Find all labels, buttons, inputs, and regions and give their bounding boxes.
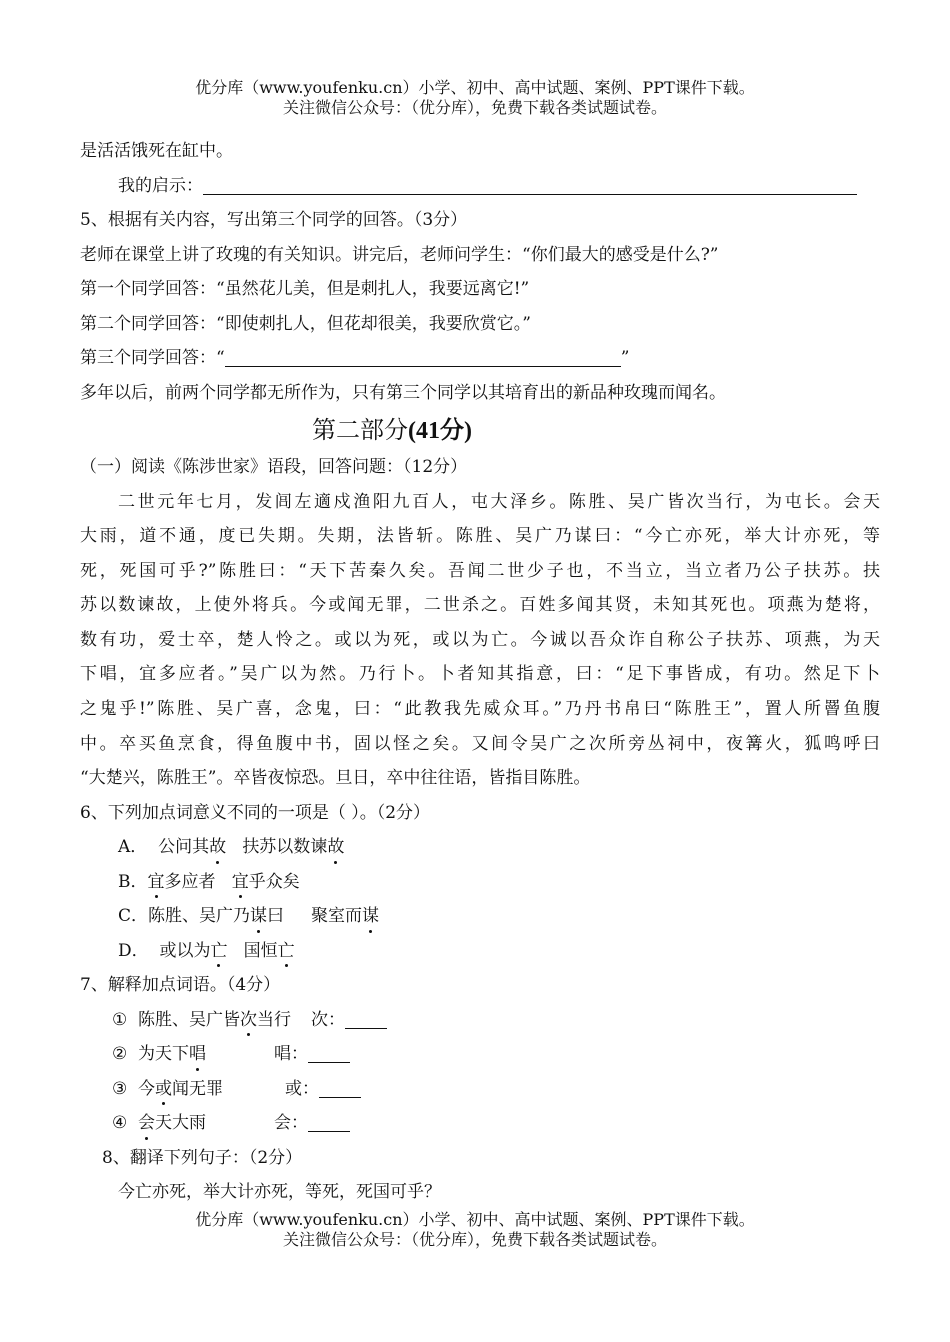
header-line-1: 优分库（www.youfenku.cn）小学、初中、高中试题、案例、PPT课件下载。 xyxy=(195,78,755,97)
q6-option-a[interactable] xyxy=(80,830,880,865)
option-text: 陈胜、吴广乃 xyxy=(148,906,251,927)
dotted-char: 亡 xyxy=(278,934,295,969)
q7-item-4 xyxy=(80,1106,880,1141)
q6-option-c[interactable] xyxy=(80,899,880,934)
option-text: 多应者 xyxy=(164,871,216,892)
passage-line: “大楚兴，陈胜王”。卒皆夜惊恐。旦日，卒中往往语，皆指目陈胜。 xyxy=(80,768,591,789)
q5-student-3 xyxy=(80,341,880,376)
dotted-char: 唱 xyxy=(189,1037,206,1072)
q5-student-2: 第二个同学回答：“即使刺扎人，但花却很美，我要欣赏它。” xyxy=(80,313,531,334)
part2-subtitle: （一）阅读《陈涉世家》语段，回答问题：（12分） xyxy=(80,457,468,477)
insight-answer-blank[interactable] xyxy=(203,172,857,195)
q6-option-d[interactable] xyxy=(80,934,880,969)
footer-line-1: 优分库（www.youfenku.cn）小学、初中、高中试题、案例、PPT课件下载。 xyxy=(195,1210,755,1229)
part2-title xyxy=(80,410,880,450)
passage-line: 下唱，宜多应者。”吴广以为然。乃行卜。卜者知其指意，曰：“足下事皆成，有功。然足下卜 xyxy=(80,664,880,685)
q5-intro: 老师在课堂上讲了玫瑰的有关知识。讲完后，老师问学生：“你们最大的感受是什么?” xyxy=(80,244,719,265)
document-body xyxy=(80,134,880,1210)
passage-line: 二世元年七月，发闾左適戍渔阳九百人，屯大泽乡。陈胜、吴广皆次当行，为屯长。会天 xyxy=(118,491,880,512)
part2-title-unit: 分) xyxy=(440,418,472,444)
passage-line: 大雨，道不通，度已失期。失期，法皆斩。陈胜、吴广乃谋曰：“今亡亦死，举大计亦死，等 xyxy=(80,526,880,547)
option-text: 或以为 xyxy=(159,940,211,961)
q5-title: 5、根据有关内容，写出第三个同学的回答。（3分） xyxy=(80,210,468,230)
q7-answer-blank-2[interactable] xyxy=(308,1040,350,1063)
q5-student-1: 第一个同学回答：“虽然花儿美，但是刺扎人，我要远离它!” xyxy=(80,279,530,299)
q8-title: 8、翻译下列句子：（2分） xyxy=(102,1147,303,1168)
q7-item-1 xyxy=(80,1003,880,1038)
q8-sentence: 今亡亦死，举大计亦死，等死，死国可乎？ xyxy=(118,1182,441,1203)
q7-answer-blank-1[interactable] xyxy=(345,1006,387,1029)
option-label: C． xyxy=(118,906,149,927)
page-footer xyxy=(0,1210,950,1250)
dotted-char: 次 xyxy=(240,1003,257,1038)
option-text: 国恒 xyxy=(243,940,278,961)
dotted-char: 宜 xyxy=(148,865,165,900)
dotted-char: 亡 xyxy=(210,934,227,969)
passage-line: 死，死国可乎?”陈胜曰：“天下苦秦久矣。吾闻二世少子也，不当立，当立者乃公子扶苏。扶 xyxy=(80,560,880,581)
answer-label: 次： xyxy=(311,1009,345,1030)
option-text: 乎众矣 xyxy=(248,871,300,892)
option-label: A． xyxy=(118,837,148,858)
item-number: ④ xyxy=(112,1113,128,1134)
item-text: 当行 xyxy=(257,1009,291,1030)
item-text: 天大雨 xyxy=(155,1113,206,1134)
dotted-char: 会 xyxy=(138,1106,155,1141)
item-number: ① xyxy=(112,1009,128,1030)
option-text: 聚室而 xyxy=(311,906,363,927)
item-text: 闻无罪 xyxy=(172,1078,223,1099)
q5-student-3-suffix: ” xyxy=(620,348,630,368)
passage-line: 苏以数谏故，上使外将兵。今或闻无罪，二世杀之。百姓多闻其贤，未知其死也。项燕为楚将， xyxy=(80,595,880,616)
option-label: D． xyxy=(118,940,149,961)
q6-title: 6、下列加点词意义不同的一项是（ ）。（2分） xyxy=(80,802,431,823)
item-text: 陈胜、吴广皆 xyxy=(138,1009,240,1030)
passage-line: 中。卒买鱼烹食，得鱼腹中书，固以怪之矣。又间令吴广之次所旁丛祠中，夜篝火，狐鸣呼曰 xyxy=(80,733,880,754)
insight-label: 我的启示： xyxy=(118,175,203,196)
answer-label: 会： xyxy=(274,1113,308,1134)
option-text: 曰 xyxy=(267,906,285,927)
q7-answer-blank-3[interactable] xyxy=(319,1075,361,1098)
passage-line: 数有功，爱士卒，楚人怜之。或以为死，或以为亡。今诚以吾众诈自称公子扶苏、项燕，为天 xyxy=(80,629,880,650)
q5-ending: 多年以后，前两个同学都无所作为，只有第三个同学以其培育出的新品种玫瑰而闻名。 xyxy=(80,382,726,403)
continued-text: 是活活饿死在缸中。 xyxy=(80,141,233,161)
q6-option-b[interactable] xyxy=(80,865,880,900)
dotted-char: 谋 xyxy=(362,899,379,934)
q7-item-2 xyxy=(80,1037,880,1072)
page-header xyxy=(0,78,950,118)
item-number: ② xyxy=(112,1044,128,1065)
answer-label: 唱： xyxy=(274,1044,308,1065)
q5-student-3-prefix: 第三个同学回答：“ xyxy=(80,348,225,368)
answer-label: 或： xyxy=(285,1078,319,1099)
option-text: 公问其 xyxy=(158,837,210,858)
dotted-char: 故 xyxy=(327,830,344,865)
item-number: ③ xyxy=(112,1078,128,1099)
passage-line: 之鬼乎!”陈胜、吴广喜，念鬼，曰：“此教我先威众耳。”乃丹书帛曰“陈胜王”，置人所罾鱼腹 xyxy=(80,699,880,720)
q7-item-3 xyxy=(80,1072,880,1107)
part2-title-score: (41 xyxy=(408,418,440,444)
dotted-char: 谋 xyxy=(250,899,267,934)
dotted-char: 宜 xyxy=(232,865,249,900)
reading-passage xyxy=(80,485,880,796)
item-text: 为天下 xyxy=(138,1044,189,1065)
footer-line-2: 关注微信公众号：（优分库），免费下载各类试题试卷。 xyxy=(282,1230,667,1249)
q5-answer-blank[interactable] xyxy=(225,344,621,367)
option-text: 扶苏以数谏 xyxy=(242,837,328,858)
q7-title: 7、解释加点词语。（4分） xyxy=(80,975,281,996)
insight-line xyxy=(80,169,880,204)
option-label: B． xyxy=(118,871,148,892)
q7-answer-blank-4[interactable] xyxy=(308,1109,350,1132)
dotted-char: 或 xyxy=(155,1072,172,1107)
part2-title-text: 第二部分 xyxy=(312,416,408,444)
header-line-2: 关注微信公众号：（优分库），免费下载各类试题试卷。 xyxy=(282,98,667,117)
dotted-char: 故 xyxy=(209,830,226,865)
item-text: 今 xyxy=(138,1078,155,1099)
